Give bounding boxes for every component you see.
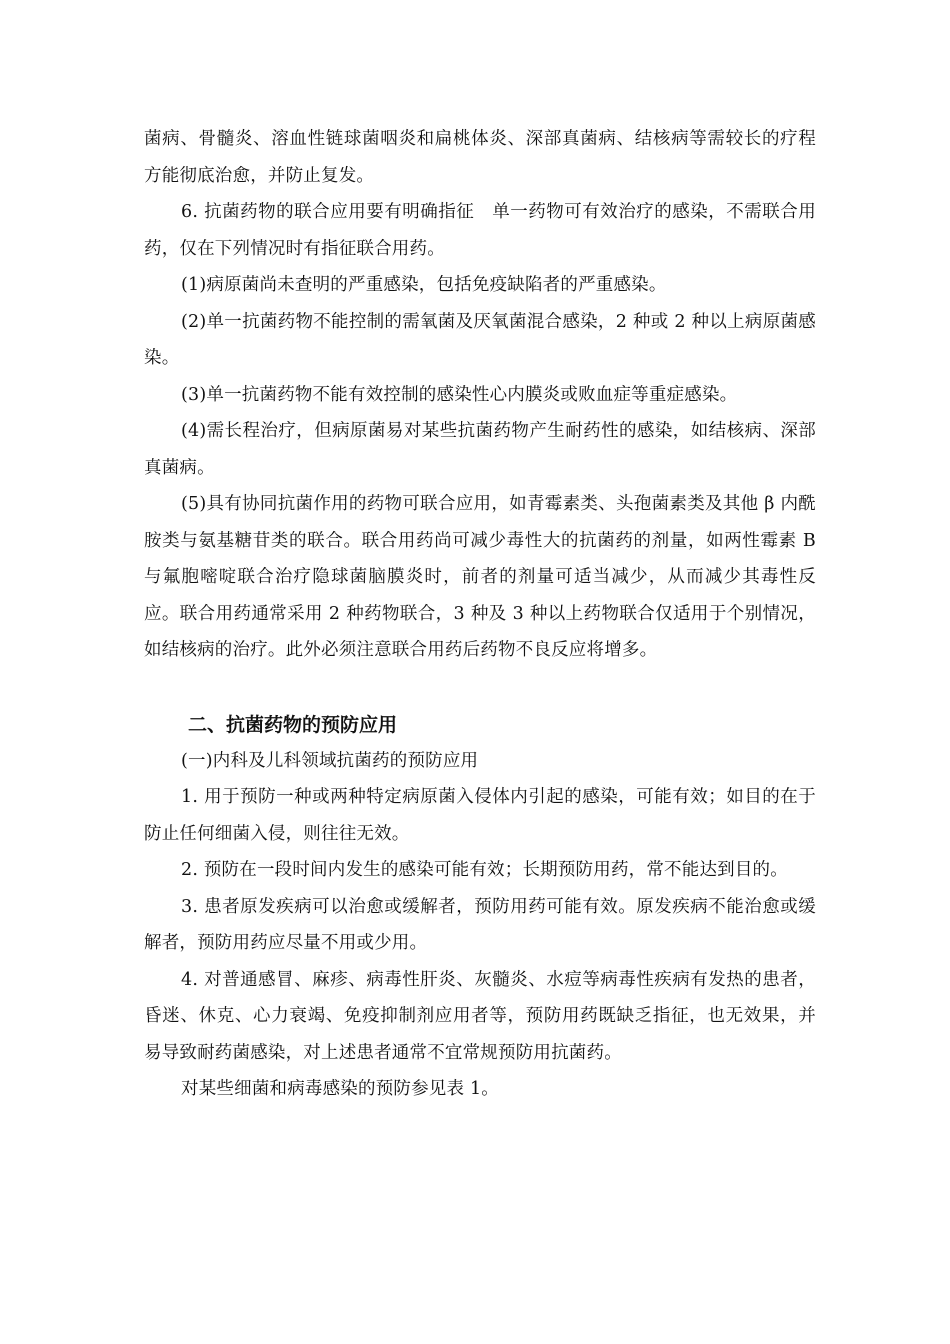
document-page	[144, 121, 816, 1108]
prevention-item-3: 3. 患者原发疾病可以治愈或缓解者，预防用药可能有效。原发疾病不能治愈或缓解者，预防用药应尽量不用或少用。	[144, 896, 816, 953]
section-spacer	[144, 669, 816, 707]
table-reference: 对某些细菌和病毒感染的预防参见表 1。	[181, 1079, 499, 1099]
list-item-3: (3)单一抗菌药物不能有效控制的感染性心内膜炎或败血症等重症感染。	[181, 384, 738, 405]
prevention-item-2: 2. 预防在一段时间内发生的感染可能有效；长期预防用药，常不能达到目的。	[181, 860, 788, 880]
subsection-title: (一)内科及儿科领域抗菌药的预防应用	[181, 750, 479, 771]
prevention-item-4: 4. 对普通感冒、麻疹、病毒性肝炎、灰髓炎、水痘等病毒性疾病有发热的患者，昏迷、休克、心力衰竭、免疫抑制剂应用者等，预防用药既缺乏指征，也无效果，并易导致耐药菌感染，对上述患者通常不宜常规预防用抗菌药。	[144, 969, 816, 1063]
list-item-2: (2)单一抗菌药物不能控制的需氧菌及厌氧菌混合感染，2 种或 2 种以上病原菌感染。	[144, 311, 816, 368]
list-item-5: (5)具有协同抗菌作用的药物可联合应用，如青霉素类、头孢菌素类及其他 β 内酰胺类与氨基糖苷类的联合。联合用药尚可减少毒性大的抗菌药的剂量，如两性霉素 B 与氟胞嘧啶联合治疗隐球菌脑膜炎时，前者的剂量可适当减少，从而减少其毒性反应。联合用药通常采用 2 种药物联合，3 种及 3 种以上药物联合仅适用于个别情况，如结核病的治疗。此外必须注意联合用药后药物不良反应将增多。	[144, 494, 816, 660]
list-item-4: (4)需长程治疗，但病原菌易对某些抗菌药物产生耐药性的感染，如结核病、深部真菌病。	[144, 421, 816, 478]
paragraph-combination-indication: 6. 抗菌药物的联合应用要有明确指征 单一药物可有效治疗的感染，不需联合用药，仅在下列情况时有指征联合用药。	[144, 202, 816, 259]
prevention-item-1: 1. 用于预防一种或两种特定病原菌入侵体内引起的感染，可能有效；如目的在于防止任何细菌入侵，则往往无效。	[144, 787, 816, 844]
paragraph-continued: 菌病、骨髓炎、溶血性链球菌咽炎和扁桃体炎、深部真菌病、结核病等需较长的疗程方能彻底治愈，并防止复发。	[144, 129, 816, 186]
list-item-1: (1)病原菌尚未查明的严重感染，包括免疫缺陷者的严重感染。	[181, 275, 667, 295]
section-heading: 二、抗菌药物的预防应用	[188, 713, 398, 736]
